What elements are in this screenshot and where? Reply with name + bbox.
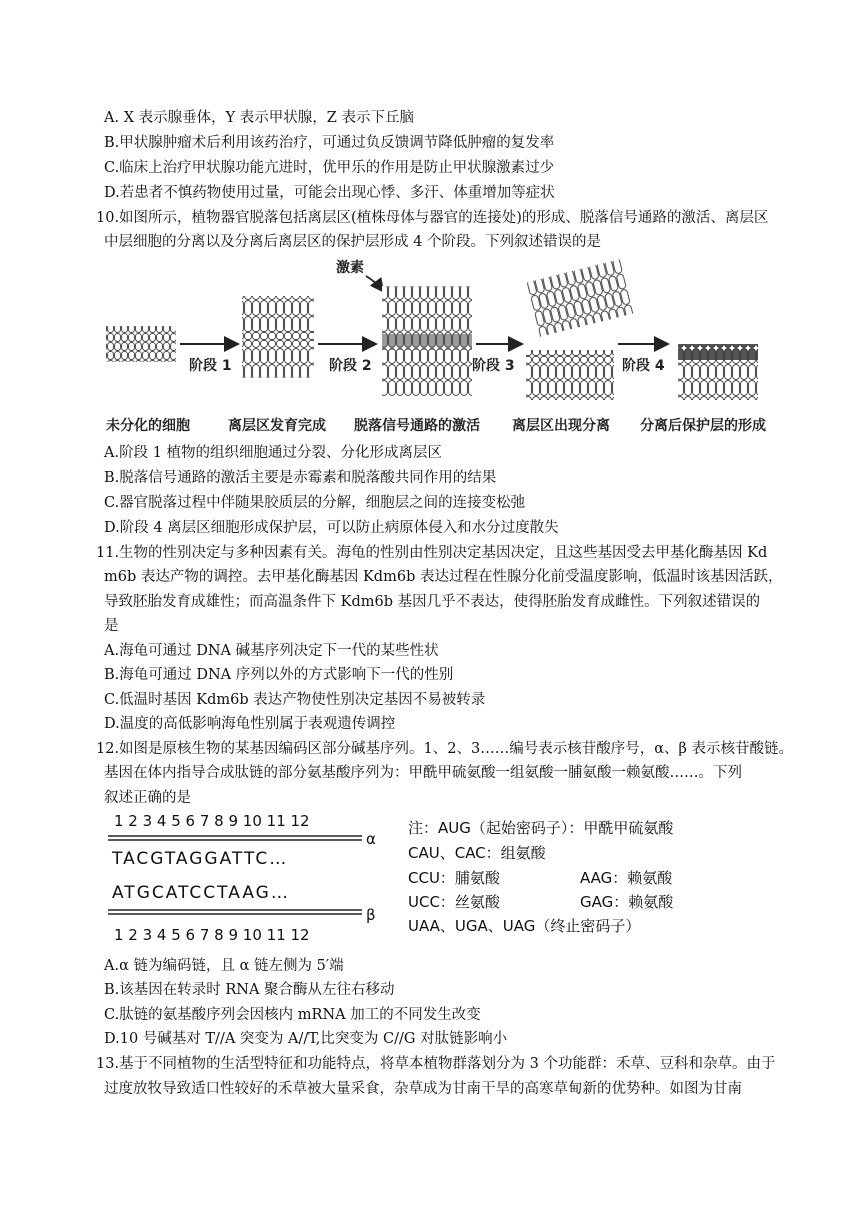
alpha-sequence: TACGTAGGATTC… bbox=[112, 849, 289, 869]
q10-option-a: A.阶段 1 植物的组织细胞通过分裂、分化形成离层区 bbox=[104, 445, 443, 461]
beta-label: β bbox=[366, 906, 376, 924]
undifferentiated-cells bbox=[106, 326, 176, 362]
q12-stem-line1: 12.如图是原核生物的某基因编码区部分碱基序列。1、2、3……编号表示核苷酸序号，α、β 表示核苷酸链。 bbox=[96, 741, 794, 757]
protective-layer-cells bbox=[678, 344, 758, 400]
q11-stem-line4: 是 bbox=[104, 618, 119, 634]
q13-stem-line1: 13.基于不同植物的生活型特征和功能特点，将草本植物群落划分为 3 个功能群：禾草、豆科和杂草。由于 bbox=[96, 1056, 776, 1072]
caption-signal-activated: 脱落信号通路的激活 bbox=[354, 418, 480, 434]
stage-3-label: 阶段 3 bbox=[472, 358, 515, 374]
codon-note-lys-gag: GAG：赖氨酸 bbox=[580, 893, 674, 911]
q13-stem-line2: 过度放牧导致适口性较好的禾草被大量采食，杂草成为甘南干旱的高寒草甸新的优势种。如图为甘南 bbox=[104, 1081, 742, 1097]
codon-note-lys-aag: AAG：赖氨酸 bbox=[580, 869, 673, 887]
caption-zone-formed: 离层区发育完成 bbox=[228, 418, 326, 434]
stage-2-label: 阶段 2 bbox=[329, 358, 372, 374]
q12-option-b: B.该基因在转录时 RNA 聚合酶从左往右移动 bbox=[104, 982, 395, 998]
q11-option-a: A.海龟可通过 DNA 碱基序列决定下一代的某些性状 bbox=[104, 643, 439, 659]
q9-option-a: A. X 表示腺垂体，Y 表示甲状腺，Z 表示下丘脑 bbox=[104, 110, 414, 126]
stage-4-label: 阶段 4 bbox=[622, 358, 665, 374]
abscission-figure bbox=[100, 252, 790, 442]
q10-option-c: C.器官脱落过程中伴随果胶质层的分解，细胞层之间的连接变松弛 bbox=[104, 495, 526, 511]
caption-separation: 离层区出现分离 bbox=[512, 418, 610, 434]
separated-organ bbox=[527, 259, 634, 337]
dna-sequence-figure bbox=[100, 806, 400, 952]
q12-stem-line3: 叙述正确的是 bbox=[104, 790, 191, 806]
q11-stem-line1: 11.生物的性别决定与多种因素有关。海龟的性别由性别决定基因决定，且这些基因受去甲基化酶基因 Kd bbox=[96, 545, 768, 561]
q10-option-d: D.阶段 4 离层区细胞形成保护层，可以防止病原体侵入和水分过度散失 bbox=[104, 520, 559, 536]
q11-stem-line2: m6b 表达产物的调控。去甲基化酶基因 Kdm6b 表达过程在性腺分化前受温度影响，低温时该基因活跃， bbox=[104, 569, 783, 585]
abscission-zone-separated bbox=[526, 350, 614, 400]
hormone-arrow bbox=[366, 276, 382, 290]
q12-option-d: D.10 号碱基对 T//A 突变为 A//T,比突变为 C//G 对肽链影响小 bbox=[104, 1031, 508, 1047]
q11-stem-line3: 导致胚胎发育成雄性；而高温条件下 Kdm6b 基因几乎不表达，使得胚胎发育成雌性。下列叙述错误的 bbox=[104, 594, 761, 610]
hormone-label: 激素 bbox=[336, 260, 364, 276]
alpha-label: α bbox=[366, 830, 376, 848]
q11-option-b: B.海龟可通过 DNA 序列以外的方式影响下一代的性别 bbox=[104, 667, 454, 683]
q9-option-d: D.若患者不慎药物使用过量，可能会出现心悸、多汗、体重增加等症状 bbox=[104, 185, 555, 201]
signal-activated-cells bbox=[382, 286, 472, 396]
abscission-zone-formed bbox=[242, 296, 314, 378]
q9-option-c: C.临床上治疗甲状腺功能亢进时，优甲乐的作用是防止甲状腺激素过少 bbox=[104, 160, 555, 176]
q10-option-b: B.脱落信号通路的激活主要是赤霉素和脱落酸共同作用的结果 bbox=[104, 470, 497, 486]
q10-stem-line2: 中层细胞的分离以及分离后离层区的保护层形成 4 个阶段。下列叙述错误的是 bbox=[104, 234, 601, 250]
caption-undifferentiated: 未分化的细胞 bbox=[106, 418, 190, 434]
q12-option-a: A.α 链为编码链，且 α 链左侧为 5′端 bbox=[104, 958, 344, 974]
codon-note-start: 注：AUG（起始密码子）：甲酰甲硫氨酸 bbox=[408, 819, 674, 837]
codon-note-stop: UAA、UGA、UAG（终止密码子） bbox=[408, 917, 641, 935]
codon-note-pro: CCU：脯氨酸 bbox=[408, 869, 500, 887]
codon-note-ser: UCC：丝氨酸 bbox=[408, 893, 500, 911]
q9-option-b: B.甲状腺肿瘤术后利用该药治疗，可通过负反馈调节降低肿瘤的复发率 bbox=[104, 135, 555, 151]
nucleotide-numbers-bottom: 1 2 3 4 5 6 7 8 9 10 11 12 bbox=[114, 926, 310, 944]
stage-1-label: 阶段 1 bbox=[189, 358, 232, 374]
q10-stem-line1: 10.如图所示，植物器官脱落包括离层区(植株母体与器官的连接处)的形成、脱落信号通路的激活、离层区 bbox=[96, 210, 769, 226]
q11-option-c: C.低温时基因 Kdm6b 表达产物使性别决定基因不易被转录 bbox=[104, 692, 486, 708]
q11-option-d: D.温度的高低影响海龟性别属于表观遗传调控 bbox=[104, 716, 396, 732]
beta-sequence: ATGCATCCTAAG… bbox=[112, 883, 290, 903]
codon-note-his: CAU、CAC：组氨酸 bbox=[408, 844, 546, 862]
caption-protective-layer: 分离后保护层的形成 bbox=[640, 418, 766, 434]
nucleotide-numbers-top: 1 2 3 4 5 6 7 8 9 10 11 12 bbox=[114, 812, 310, 830]
q12-stem-line2: 基因在体内指导合成肽链的部分氨基酸序列为：甲酰甲硫氨酸一组氨酸一脯氨酸一赖氨酸……。下列 bbox=[104, 765, 742, 781]
q12-option-c: C.肽链的氨基酸序列会因核内 mRNA 加工的不同发生改变 bbox=[104, 1007, 481, 1023]
